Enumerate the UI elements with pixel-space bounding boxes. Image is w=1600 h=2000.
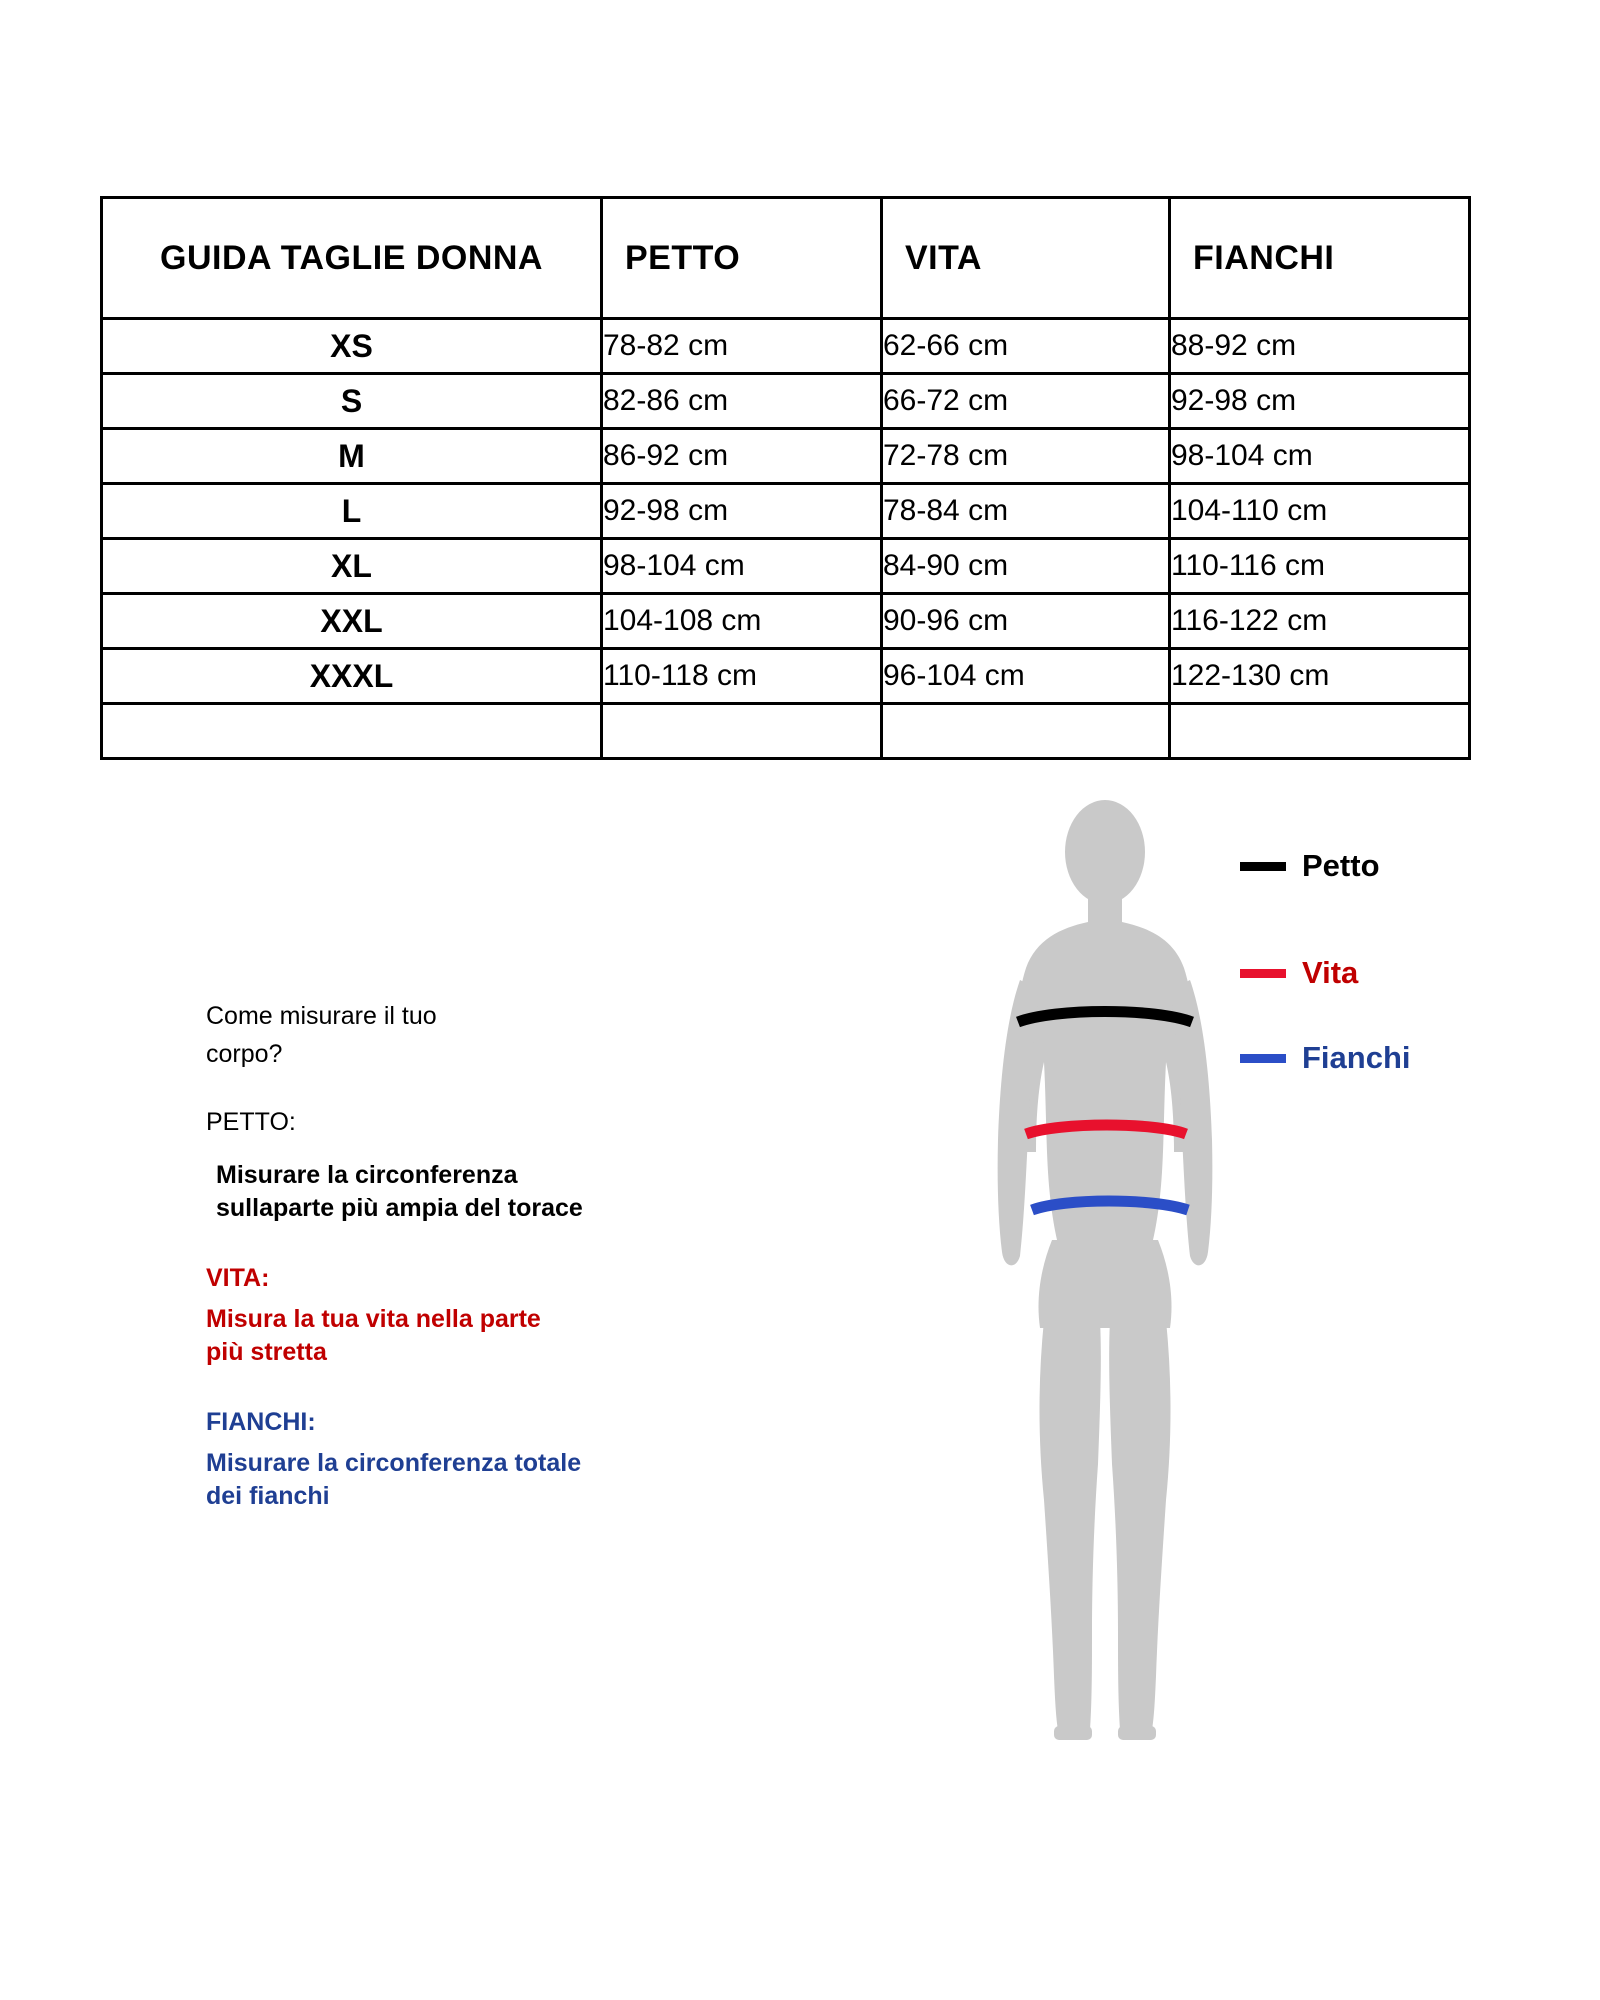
- cell-hips: 104-110 cm: [1170, 484, 1470, 539]
- instructions-hips-line1: Misurare la circonferenza totale: [206, 1449, 582, 1477]
- cell-size: M: [102, 429, 602, 484]
- cell-waist: 72-78 cm: [882, 429, 1170, 484]
- waist-color-swatch-icon: [1240, 969, 1286, 978]
- cell-chest: 92-98 cm: [602, 484, 882, 539]
- table-row: [102, 484, 1470, 539]
- cell-size: S: [102, 374, 602, 429]
- cell-chest: 86-92 cm: [602, 429, 882, 484]
- instructions-waist-text: [206, 1303, 686, 1368]
- cell-waist: 66-72 cm: [882, 374, 1170, 429]
- cell-chest: 78-82 cm: [602, 319, 882, 374]
- table-row: [102, 429, 1470, 484]
- header-chest: PETTO: [602, 198, 882, 319]
- hips-color-swatch-icon: [1240, 1054, 1286, 1063]
- table-row-empty: [102, 704, 1470, 759]
- cell-chest: 98-104 cm: [602, 539, 882, 594]
- cell-hips: [1170, 704, 1470, 759]
- female-body-silhouette: [940, 800, 1270, 1760]
- cell-size: XXL: [102, 594, 602, 649]
- table-row: [102, 319, 1470, 374]
- cell-size: [102, 704, 602, 759]
- table-row: [102, 594, 1470, 649]
- instructions-question-line2: corpo?: [206, 1040, 283, 1068]
- table-row: [102, 649, 1470, 704]
- legend-item-chest: [1240, 848, 1380, 884]
- cell-hips: 92-98 cm: [1170, 374, 1470, 429]
- instructions-waist-line1: Misura la tua vita nella parte: [206, 1305, 541, 1333]
- instructions-waist-line2: più stretta: [206, 1337, 327, 1366]
- instructions-question: [206, 1000, 686, 1070]
- cell-hips: 88-92 cm: [1170, 319, 1470, 374]
- cell-waist: 62-66 cm: [882, 319, 1170, 374]
- cell-hips: 98-104 cm: [1170, 429, 1470, 484]
- cell-hips: 116-122 cm: [1170, 594, 1470, 649]
- cell-waist: 96-104 cm: [882, 649, 1170, 704]
- legend-item-hips: [1240, 1040, 1411, 1076]
- cell-waist: [882, 704, 1170, 759]
- cell-waist: 84-90 cm: [882, 539, 1170, 594]
- legend-item-waist: [1240, 955, 1358, 991]
- instructions-chest-text: [206, 1159, 686, 1224]
- table-header-row: [102, 198, 1470, 319]
- cell-chest: [602, 704, 882, 759]
- legend-label-waist: Vita: [1302, 955, 1359, 990]
- instructions-hips-label: FIANCHI:: [206, 1408, 316, 1436]
- measurement-instructions: [206, 1000, 686, 1552]
- table-row: [102, 539, 1470, 594]
- size-chart-container: [100, 196, 1468, 760]
- cell-waist: 90-96 cm: [882, 594, 1170, 649]
- cell-size: XS: [102, 319, 602, 374]
- instructions-hips-line2: dei fianchi: [206, 1481, 330, 1510]
- cell-chest: 110-118 cm: [602, 649, 882, 704]
- legend-label-hips: Fianchi: [1302, 1040, 1411, 1075]
- chest-color-swatch-icon: [1240, 862, 1286, 871]
- header-waist: VITA: [882, 198, 1170, 319]
- cell-size: XL: [102, 539, 602, 594]
- instructions-question-line1: Come misurare il tuo: [206, 1002, 437, 1030]
- instructions-hips-text: [206, 1447, 686, 1512]
- cell-size: XXXL: [102, 649, 602, 704]
- cell-size: L: [102, 484, 602, 539]
- instructions-chest-label: PETTO:: [206, 1108, 296, 1136]
- cell-chest: 82-86 cm: [602, 374, 882, 429]
- header-hips: FIANCHI: [1170, 198, 1470, 319]
- instructions-chest-line2: sullaparte più ampia del torace: [216, 1193, 583, 1222]
- cell-hips: 110-116 cm: [1170, 539, 1470, 594]
- legend-label-chest: Petto: [1302, 848, 1380, 883]
- instructions-chest-line1: Misurare la circonferenza: [216, 1161, 518, 1189]
- header-size-guide: GUIDA TAGLIE DONNA: [102, 198, 602, 319]
- table-header: [102, 198, 1470, 319]
- cell-hips: 122-130 cm: [1170, 649, 1470, 704]
- cell-chest: 104-108 cm: [602, 594, 882, 649]
- size-chart-table: [100, 196, 1471, 760]
- instructions-waist-label: VITA:: [206, 1264, 270, 1292]
- table-body: [102, 319, 1470, 759]
- body-diagram: [940, 800, 1500, 1780]
- cell-waist: 78-84 cm: [882, 484, 1170, 539]
- table-row: [102, 374, 1470, 429]
